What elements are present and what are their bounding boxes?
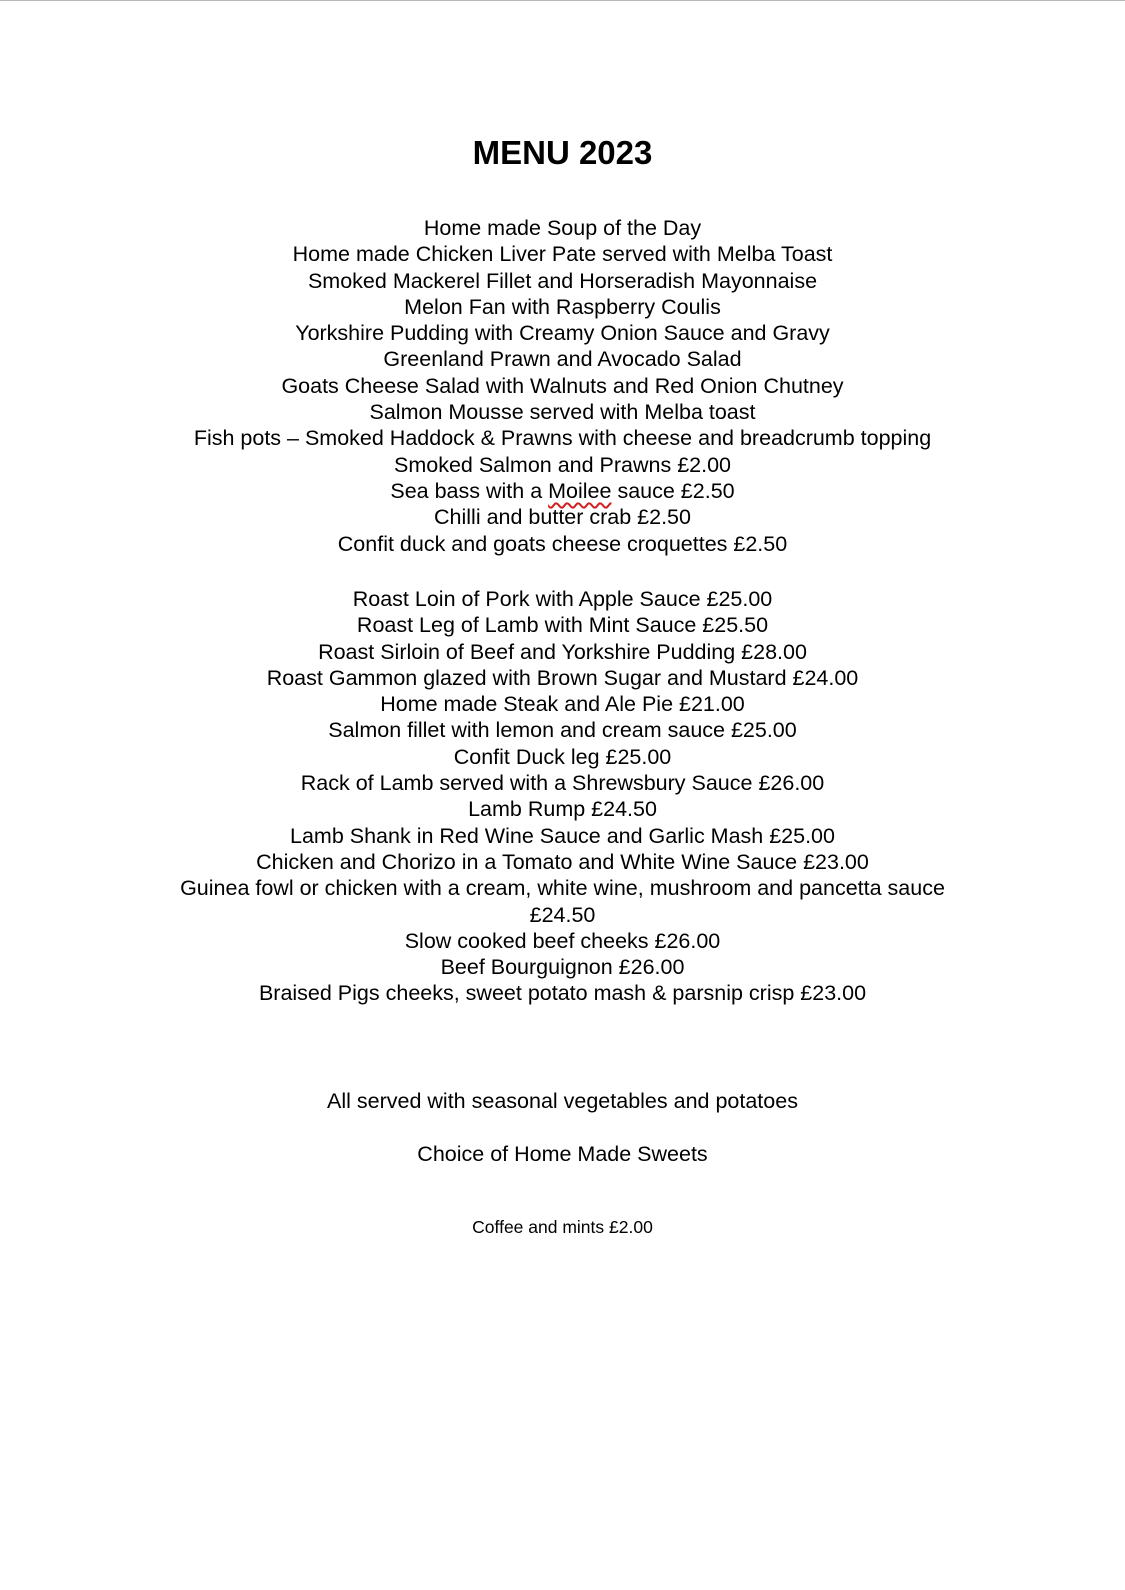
starter-item: Smoked Salmon and Prawns £2.00: [393, 452, 732, 477]
starter-item: Goats Cheese Salad with Walnuts and Red Onion Chutney: [281, 373, 844, 398]
main-item: Salmon fillet with lemon and cream sauce £25.00: [328, 718, 797, 743]
starter-item: Chilli and butter crab £2.50: [434, 505, 691, 530]
starter-item: Fish pots – Smoked Haddock & Prawns with cheese and breadcrumb topping: [193, 426, 932, 451]
menu-title: MENU 2023: [472, 134, 653, 171]
sea-bass-text-start: Sea bass with a: [390, 478, 549, 503]
vegetables-note: All served with seasonal vegetables and potatoes: [327, 1089, 798, 1113]
main-item: Chicken and Chorizo in a Tomato and White Wine Sauce £23.00: [256, 849, 869, 874]
main-item: Confit Duck leg £25.00: [453, 744, 672, 769]
sea-bass-text-end: sauce £2.50: [611, 478, 735, 503]
main-item: Guinea fowl or chicken with a cream, white wine, mushroom and pancetta sauce £24.50: [180, 876, 945, 927]
main-item: Roast Sirloin of Beef and Yorkshire Pudding £28.00: [318, 639, 807, 664]
starter-item: Confit duck and goats cheese croquettes £2.50: [337, 531, 788, 556]
starters-list: [0, 215, 1125, 557]
main-item: Home made Steak and Ale Pie £21.00: [380, 692, 745, 717]
starter-item: Smoked Mackerel Fillet and Horseradish Mayonnaise: [307, 268, 818, 293]
starter-item: Home made Soup of the Day: [423, 216, 702, 240]
sweets-note: Choice of Home Made Sweets: [417, 1142, 708, 1166]
coffee-note: Coffee and mints £2.00: [472, 1217, 653, 1237]
starter-item: Greenland Prawn and Avocado Salad: [383, 347, 742, 372]
main-item: Beef Bourguignon £26.00: [440, 955, 685, 980]
main-item: Rack of Lamb served with a Shrewsbury Sauce £26.00: [300, 771, 825, 796]
spellcheck-flagged-word[interactable]: Moilee: [548, 478, 612, 503]
page-top-border: [0, 0, 1125, 1]
starter-item-sea-bass: [0, 478, 1125, 504]
main-item: Slow cooked beef cheeks £26.00: [404, 928, 721, 953]
main-item: Lamb Shank in Red Wine Sauce and Garlic Mash £25.00: [290, 823, 835, 848]
mains-list: [0, 586, 1125, 1007]
main-item: Roast Loin of Pork with Apple Sauce £25.00: [352, 587, 773, 611]
starter-item: Yorkshire Pudding with Creamy Onion Sauce and Gravy: [295, 321, 830, 346]
main-item: Braised Pigs cheeks, sweet potato mash & parsnip crisp £23.00: [258, 981, 867, 1006]
starter-item: Melon Fan with Raspberry Coulis: [404, 294, 721, 319]
starter-item: Salmon Mousse served with Melba toast: [369, 400, 756, 425]
main-item: Roast Leg of Lamb with Mint Sauce £25.50: [356, 613, 769, 638]
main-item: Lamb Rump £24.50: [468, 797, 657, 822]
main-item: Roast Gammon glazed with Brown Sugar and Mustard £24.00: [266, 665, 859, 690]
starter-item: Home made Chicken Liver Pate served with Melba Toast: [292, 242, 833, 267]
